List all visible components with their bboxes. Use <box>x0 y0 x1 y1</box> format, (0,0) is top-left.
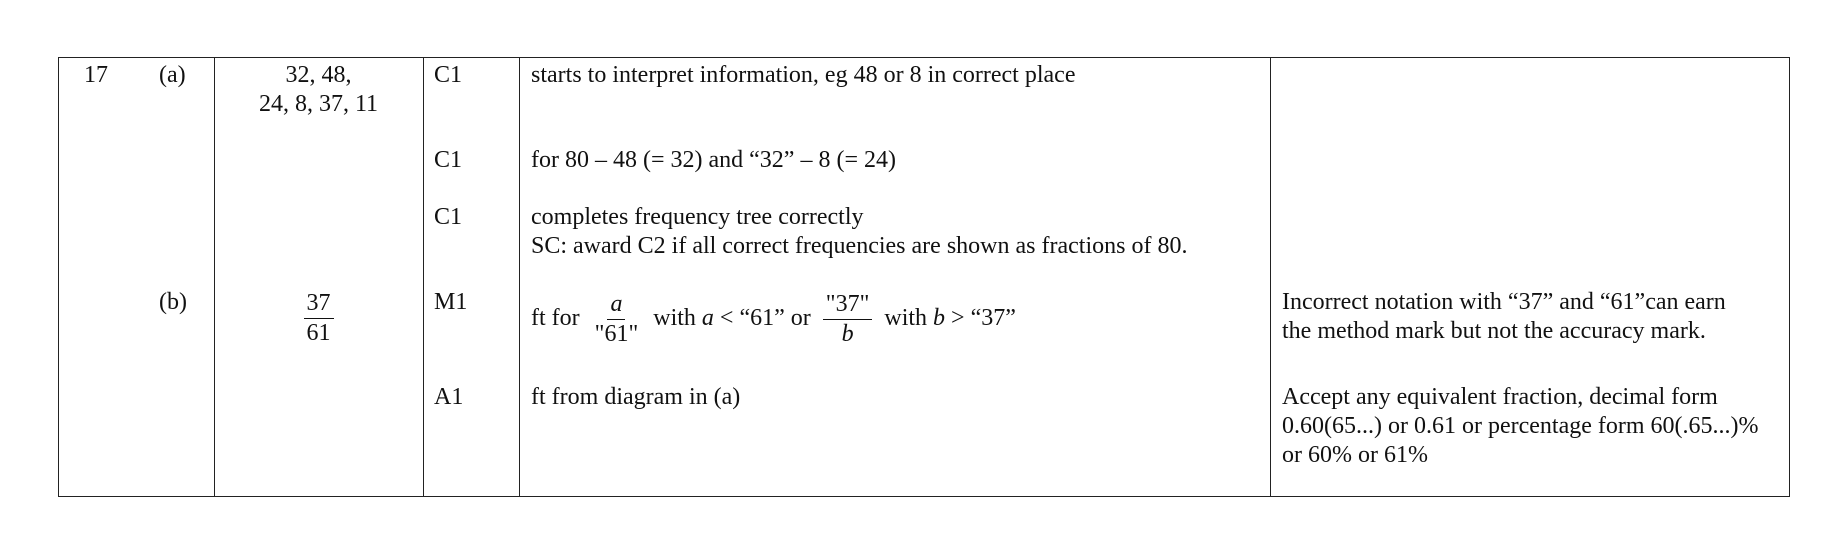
mark-note-formula <box>531 289 1016 349</box>
fraction-2-numerator: "37" <box>823 290 873 320</box>
mark-note: ft from diagram in (a) <box>531 384 741 410</box>
mark-scheme-table <box>58 57 1790 497</box>
answer-a-line-1: 32, 48, <box>285 62 352 88</box>
formula-text: < “61” or <box>719 305 811 331</box>
guidance-note: Accept any equivalent fraction, decimal form <box>1282 384 1718 410</box>
guidance-note: or 60% or 61% <box>1282 442 1428 468</box>
column-divider <box>214 58 215 496</box>
mark-note-special-case: SC: award C2 if all correct frequencies are shown as fractions of 80. <box>531 233 1188 259</box>
part-label-a: (a) <box>159 62 186 88</box>
mark-note: completes frequency tree correctly <box>531 204 864 230</box>
answer-numerator: 37 <box>304 289 334 319</box>
guidance-note: Incorrect notation with “37” and “61”can earn <box>1282 289 1726 315</box>
mark-code: A1 <box>434 384 464 410</box>
mark-code: M1 <box>434 289 468 315</box>
answer-a-line-2: 24, 8, 37, 11 <box>258 91 379 117</box>
mark-note: starts to interpret information, eg 48 or 8 in correct place <box>531 62 1076 88</box>
formula-text: > “37” <box>951 305 1016 331</box>
formula-text: with <box>653 305 696 331</box>
mark-note: for 80 – 48 (= 32) and “32” – 8 (= 24) <box>531 147 896 173</box>
answer-b-fraction <box>214 289 423 348</box>
guidance-note: 0.60(65...) or 0.61 or percentage form 60(.65...)% <box>1282 413 1759 439</box>
part-label-b: (b) <box>159 289 187 315</box>
mark-code: C1 <box>434 62 463 88</box>
fraction-1-numerator: a <box>607 290 625 320</box>
fraction-2-denominator: b <box>841 320 854 347</box>
answer-denominator: 61 <box>306 320 331 346</box>
column-divider <box>1270 58 1271 496</box>
question-number: 17 <box>84 62 108 88</box>
column-divider <box>423 58 424 496</box>
mark-code: C1 <box>434 204 463 230</box>
formula-prefix: ft for <box>531 305 580 331</box>
formula-variable-a: a <box>701 305 714 331</box>
fraction-1-denominator: "61" <box>594 320 639 347</box>
mark-code: C1 <box>434 147 463 173</box>
column-divider <box>519 58 520 496</box>
guidance-note: the method mark but not the accuracy mark. <box>1282 318 1706 344</box>
formula-variable-b: b <box>933 305 946 331</box>
formula-text: with <box>884 305 928 331</box>
